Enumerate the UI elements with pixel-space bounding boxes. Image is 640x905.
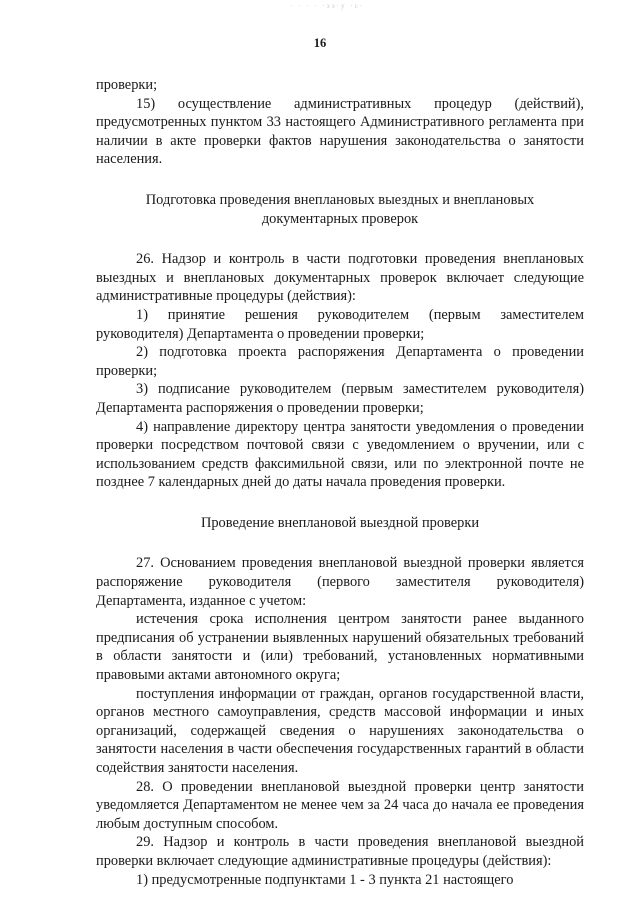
paragraph-clause-28: 28. О проведении внеплановой выездной проверки центр занятости уведомляется Департаментом не менее чем за 24 часа до начала ее проведения любым доступным способом.: [96, 778, 584, 832]
paragraph-list-item-4: 4) направление директору центра занятости уведомления о проведении проверки посредством почтовой связи с уведомлением о вручении, или с использованием средств факсимильной связи, или по электронной почте не позднее 7 календарных дней до даты начала проведения проверки.: [96, 418, 584, 491]
scan-artifact: · · · · ·ээ·у ·с·: [290, 2, 365, 10]
section-heading-unscheduled-preparation: [136, 191, 544, 228]
paragraph-list-item-2: 2) подготовка проекта распоряжения Департамента о проведении проверки;: [96, 344, 584, 379]
paragraph-list-item-1b: 1) предусмотренные подпунктами 1 - 3 пункта 21 настоящего: [136, 871, 514, 888]
paragraph-clause-26: 26. Надзор и контроль в части подготовки проведения внеплановых выездных и внеплановых документарных проверок включает следующие административные процедуры (действия):: [96, 251, 584, 305]
paragraph-ground-2: поступления информации от граждан, органов государственной власти, органов местного самоуправления, средств массовой информации и иных организаций, содержащей сведения о нарушениях законодательства о занятости населения в части обеспечения государственных гарантий в области содействия занятости населения.: [96, 685, 584, 776]
paragraph-clause-27: 27. Основанием проведения внеплановой выездной проверки является распоряжение руководителя (первого заместителя руководителя) Департамента, изданное с учетом:: [96, 555, 584, 609]
paragraph-item-15: 15) осуществление административных процедур (действий), предусмотренных пунктом 33 настоящего Административного регламента при наличии в акте проверки фактов нарушения законодательства о занятости населения.: [96, 95, 584, 168]
document-body: [96, 76, 584, 889]
paragraph-list-item-1: 1) принятие решения руководителем (первым заместителем руководителя) Департамента о проведении проверки;: [96, 306, 584, 342]
paragraph-continuation: проверки;: [96, 77, 158, 93]
section-heading-line: документарных проверок: [261, 210, 419, 227]
section-heading-unscheduled-onsite: Проведение внеплановой выездной проверки: [200, 514, 480, 531]
paragraph-clause-29: 29. Надзор и контроль в части проведения внеплановой выездной проверки включает следующие административные процедуры (действия):: [96, 834, 584, 869]
page-number: 16: [313, 36, 327, 50]
paragraph-list-item-3: 3) подписание руководителем (первым заместителем руководителя) Департамента распоряжения о проведении проверки;: [96, 381, 584, 416]
section-heading-line: Подготовка проведения внеплановых выездных и внеплановых: [145, 191, 535, 208]
paragraph-ground-1: истечения срока исполнения центром занятости ранее выданного предписания об устранении выявленных нарушений обязательных требований в области занятости и (или) требований, установленных нормативными правовыми актами автономного округа;: [96, 611, 584, 684]
